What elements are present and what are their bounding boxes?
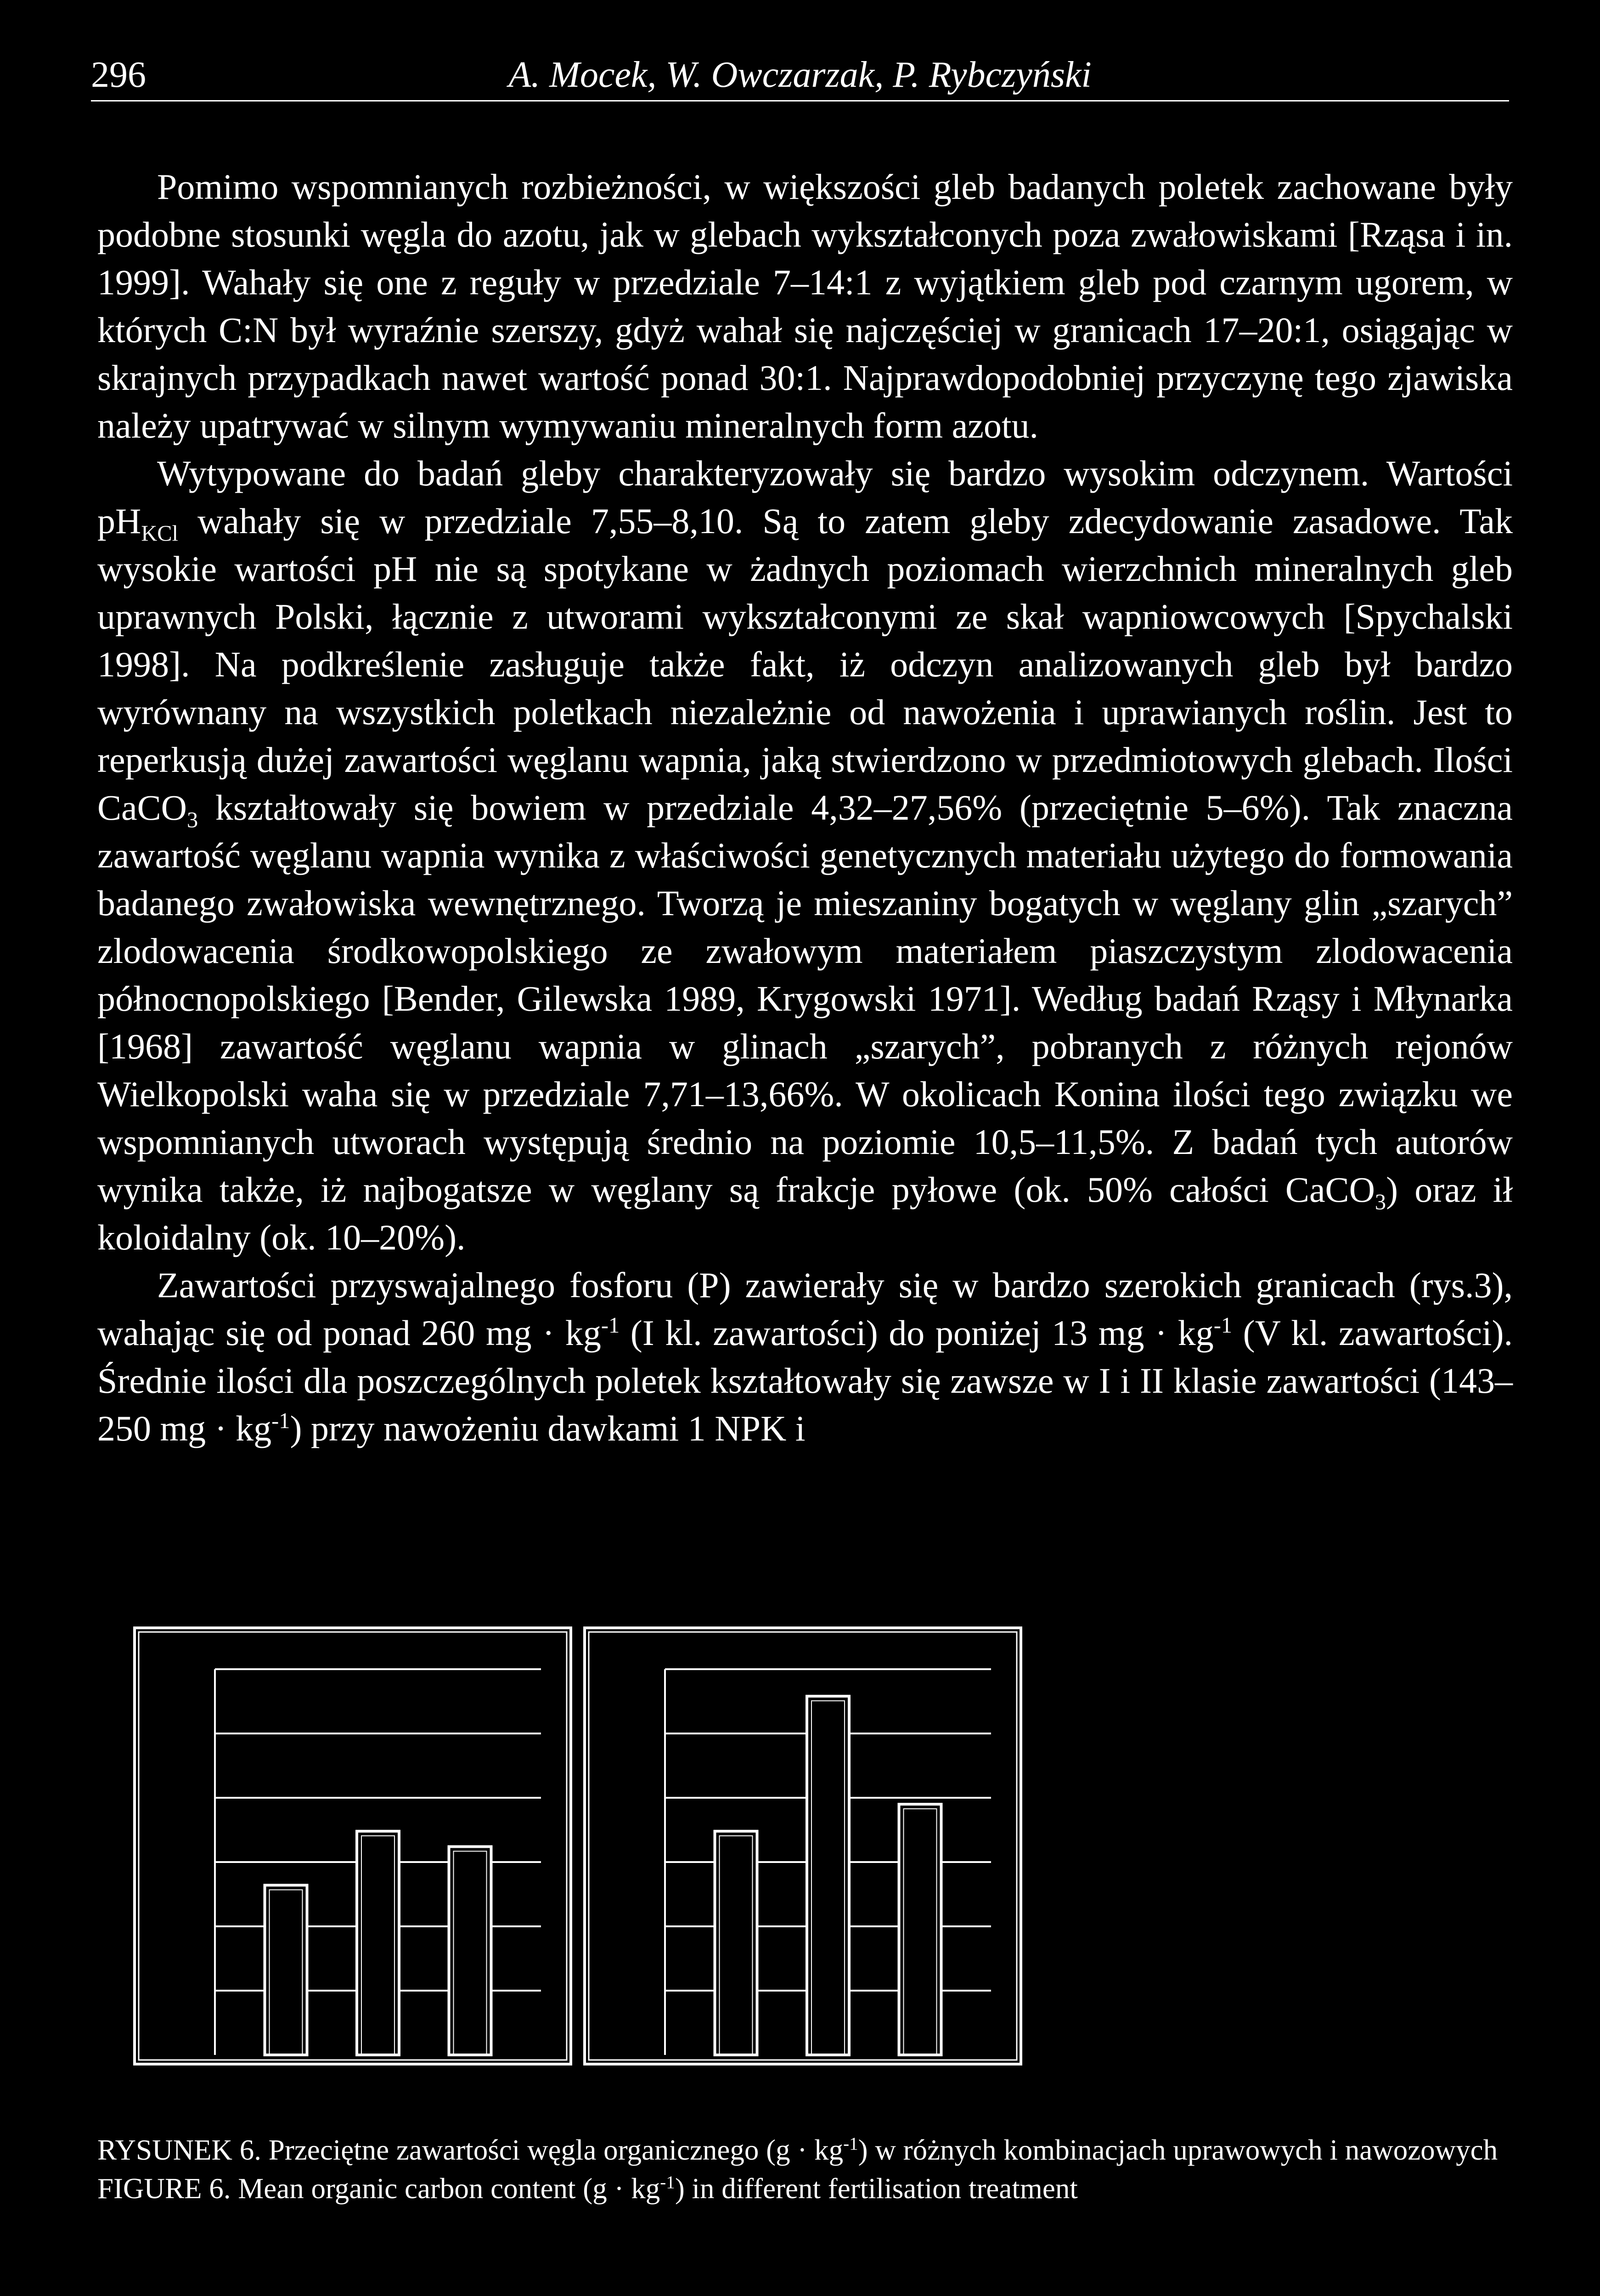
page-header <box>91 50 1509 101</box>
bar <box>807 1696 849 2055</box>
figure-6 <box>133 1623 1506 2069</box>
bar <box>265 1885 307 2055</box>
bar <box>357 1831 399 2055</box>
running-head: A. Mocek, W. Owczarzak, P. Rybczyński <box>508 55 1092 95</box>
panel-frame <box>135 1628 571 2064</box>
panel-frame <box>585 1628 1021 2064</box>
figure-caption <box>97 2131 1513 2208</box>
paragraph-3: Zawartości przyswajalnego fosforu (P) zawierały się w bardzo szerokich granicach (rys.3), wahając się od ponad 260 mg · $kg^{-1}$ (I kl. zawartości) do poniżej 13 mg · $kg^{-1}$ (V kl. zawartości). Średnie ilości dla poszczególnych poletek kształtowały się zawsze w I i II klasie zawartości (143–250 mg · $kg^{-1}$) przy nawożeniu dawkami 1 NPK i <box>97 1265 1513 1448</box>
caption-english: FIGURE 6. Mean organic carbon content $(g \cdot kg^{-1})$ in different fertilisation treatment <box>97 2172 1078 2205</box>
bar <box>449 1846 491 2055</box>
page-number: 296 <box>91 55 146 95</box>
panel-inner-frame <box>139 1632 567 2060</box>
paragraph-1: Pomimo wspomnianych rozbieżności, w większości gleb badanych poletek zachowane były podobne stosunki węgla do azotu, jak w glebach wykształconych poza zwałowiskami [Rząsa i in. 1999]. Wahały się one z reguły w przedziale 7–14:1 z wyjątkiem gleb pod czarnym ugorem, w których C:N był wyraźnie szerszy, gdyż wahał się najczęściej w granicach 17–20:1, osiągając w skrajnych przypadkach nawet wartość ponad 30:1. Najprawdopodobniej przyczynę tego zjawiska należy upatrywać w silnym wymywaniu mineralnych form azotu. <box>97 167 1513 445</box>
bar <box>899 1804 941 2055</box>
panel-inner-frame <box>589 1632 1017 2060</box>
bar <box>715 1831 757 2055</box>
body-text <box>97 163 1513 1452</box>
bar-chart <box>133 1623 1506 2069</box>
caption-polish: RYSUNEK 6. Przeciętne zawartości węgla organicznego $(g \cdot kg^{-1})$ w różnych kombinacjach uprawowych i nawozowych <box>97 2134 1498 2166</box>
paragraph-2: Wytypowane do badań gleby charakteryzowały się bardzo wysokim odczynem. Wartości $pH_{KCl}$ wahały się w przedziale 7,55–8,10. Są to zatem gleby zdecydowanie zasadowe. Tak wysokie wartości pH nie są spotykane w żadnych poziomach wierzchnich mineralnych gleb uprawnych Polski, łącznie z utworami wykształconymi ze skał wapniowcowych [Spychalski 1998]. Na podkreślenie zasługuje także fakt, iż odczyn analizowanych gleb był bardzo wyrównany na wszystkich poletkach niezależnie od nawożenia i uprawianych roślin. Jest to reperkusją dużej zawartości węglanu wapnia, jaką stwierdzono w przedmiotowych glebach. Ilości CaCO$_3$ kształtowały się bowiem w przedziale 4,32–27,56% (przeciętnie 5–6%). Tak znaczna zawartość węglanu wapnia wynika z właściwości genetycznych materiału użytego do formowania badanego zwałowiska wewnętrznego. Tworzą je mieszaniny bogatych w węglany glin „szarych” zlodowacenia środkowopolskiego ze zwałowym materiałem piaszczystym zlodowacenia północnopolskiego [Bender, Gilewska 1989, Krygowski 1971]. Według badań Rząsy i Młynarka [1968] zawartość węglanu wapnia w glinach „szarych”, pobranych z różnych rejonów Wielkopolski waha się w przedziale 7,71–13,66%. W okolicach Konina ilości tego związku we wspomnianych utworach występują średnio na poziomie 10,5–11,5%. Z badań tych autorów wynika także, iż najbogatsze w węglany są frakcje pyłowe (ok. 50% całości CaCO$_3$) oraz ił koloidalny (ok. 10–20%). <box>97 453 1513 1257</box>
